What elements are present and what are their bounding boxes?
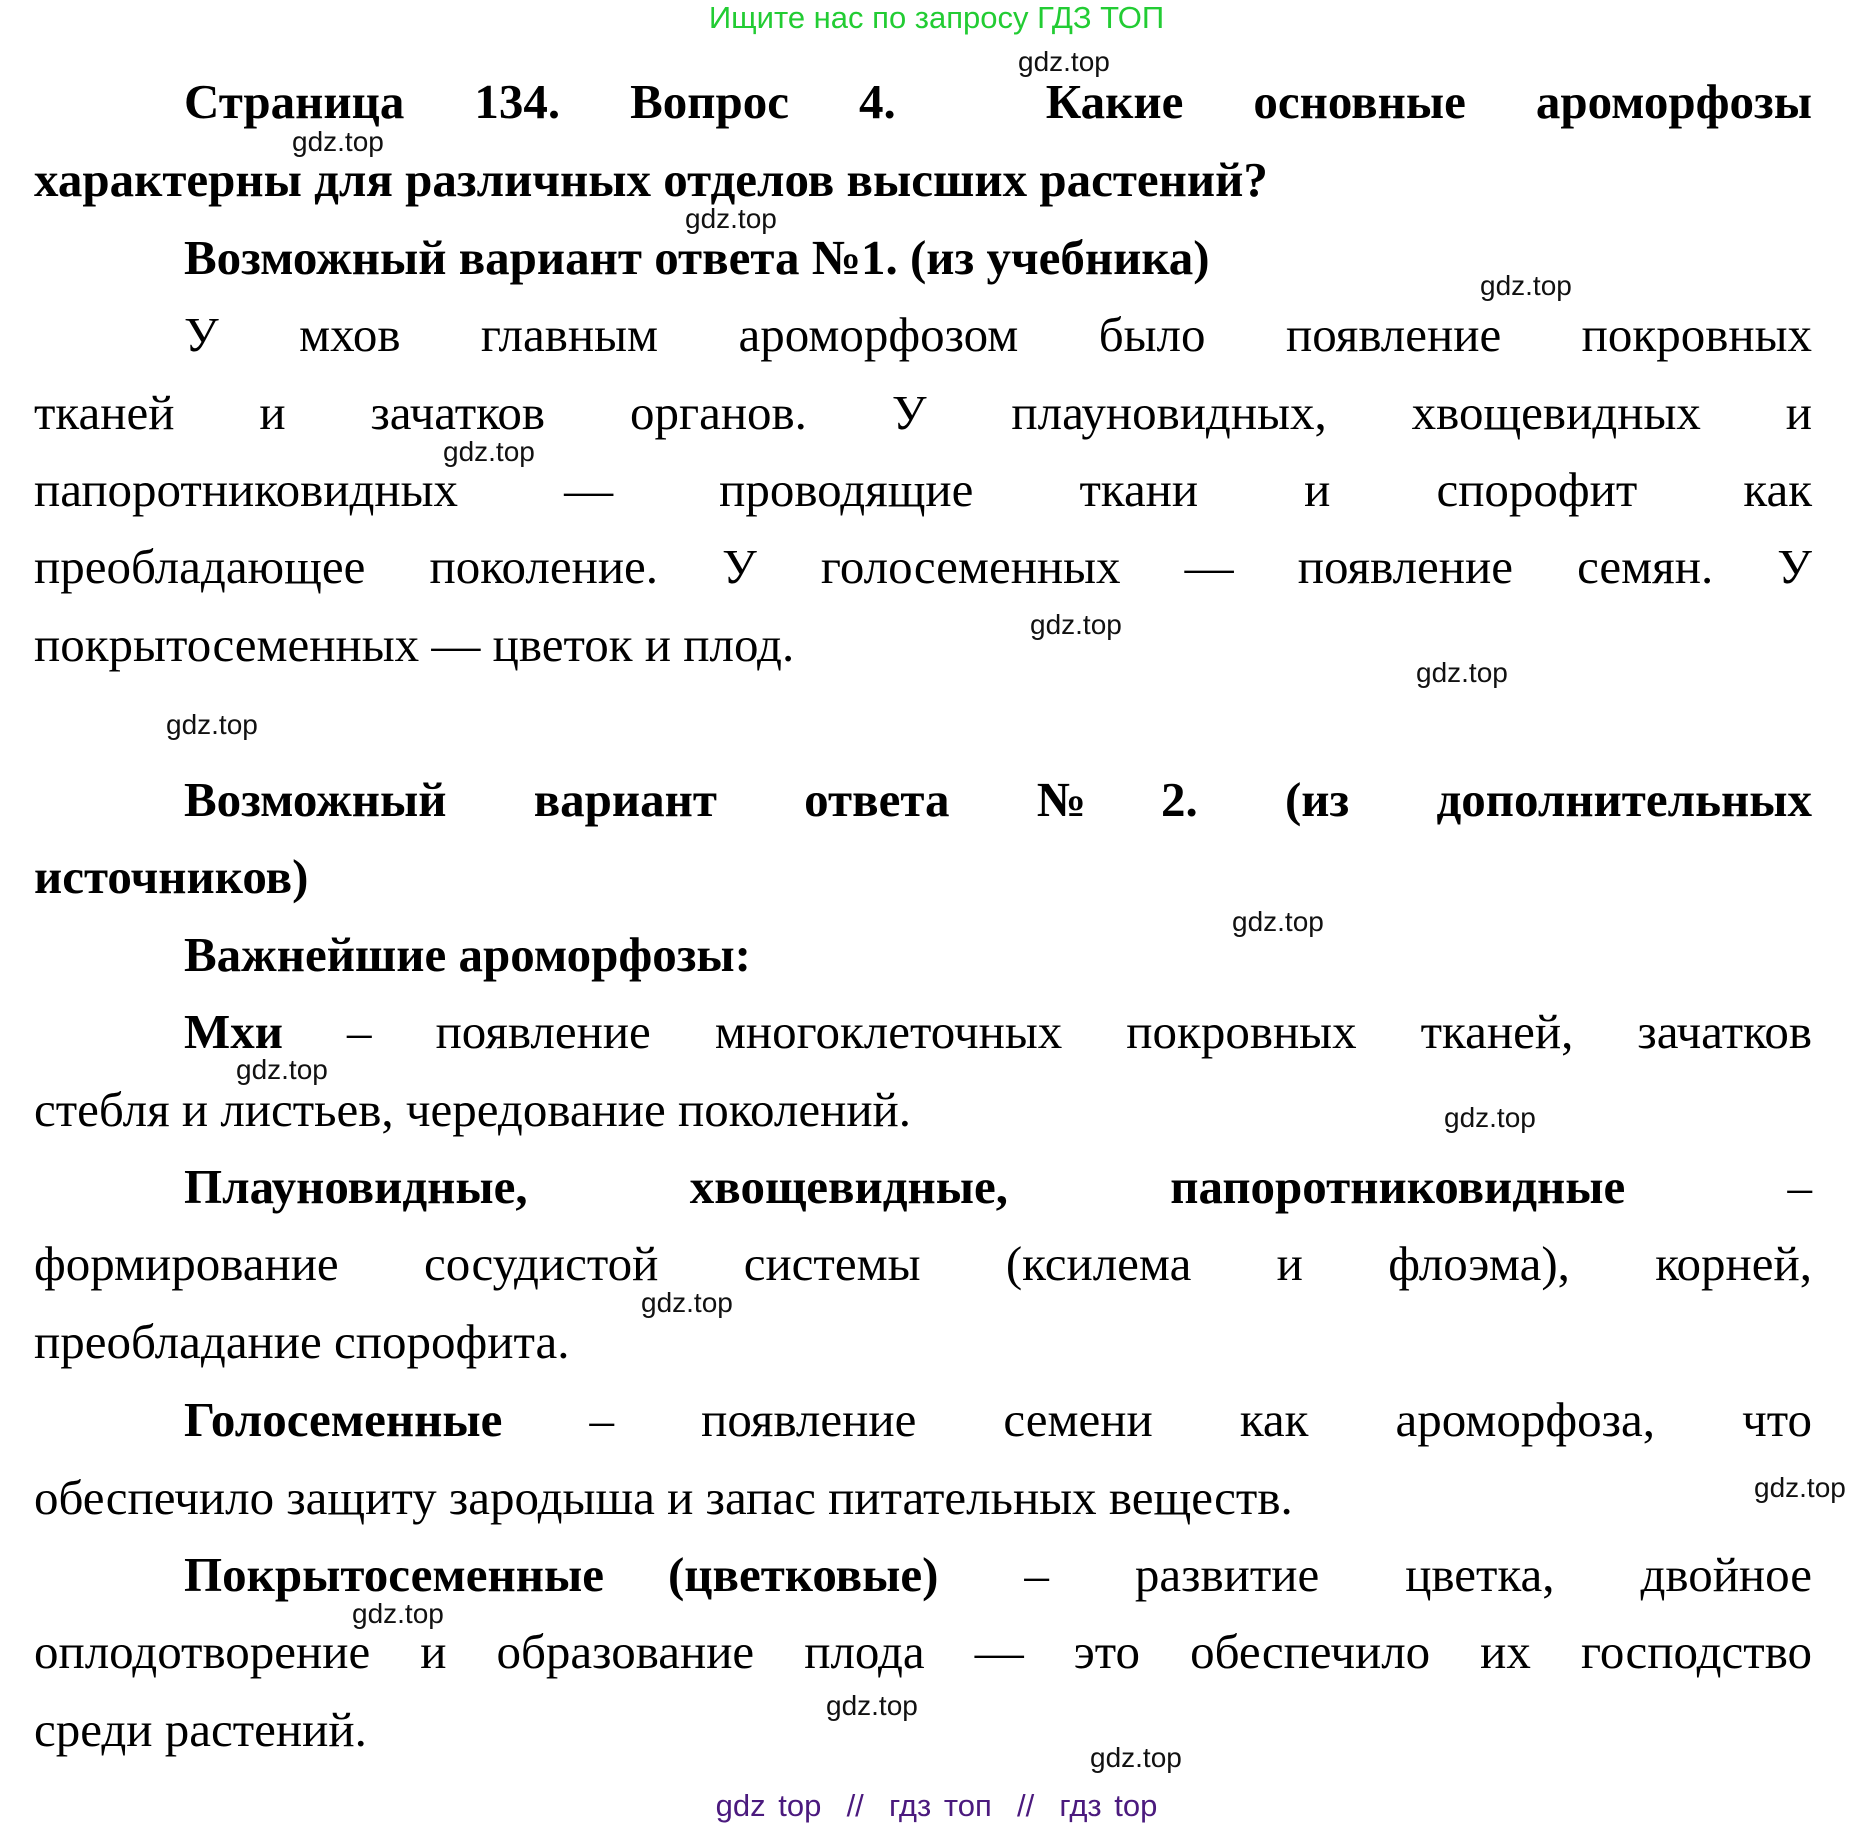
answer1-heading: Возможный вариант ответа №1. (из учебника) [184,230,1210,285]
answer1-line: тканей и зачатков органов. У плауновидных, хвощевидных и [34,385,1812,440]
answer2-subheading: Важнейшие ароморфозы: [184,927,751,982]
item-text: – появление многоклеточных покровных тканей, зачатков [282,1004,1812,1059]
watermark: gdz.top [292,126,384,157]
item-ferns-line-1 [184,1157,1812,1217]
answer2-heading-line-2: источников) [34,849,309,904]
question-line-2: характерны для различных отделов высших растений? [34,152,1268,207]
search-banner[interactable]: Ищите нас по запросу ГДЗ ТОП [708,0,1165,35]
item-angiosperms-line-1 [184,1545,1812,1605]
question-line-1 [184,72,1812,132]
item-mosses-line-2: стебля и листьев, чередование поколений. [34,1082,912,1137]
item-gymnosperms-line-1 [184,1390,1812,1450]
item-text: – появление семени как ароморфоза, что [502,1392,1812,1447]
item-term: Плауновидные, хвощевидные, папоротниковидные [184,1159,1626,1214]
item-gymnosperms-line-2: обеспечило защиту зародыша и запас питательных веществ. [34,1470,1293,1525]
answer1-line: У мхов главным ароморфозом было появление покровных [184,307,1812,362]
question-page-label: Страница 134. Вопрос 4. [184,74,896,129]
item-mosses-line-1 [184,1002,1812,1062]
question-text-start: Какие основные ароморфозы [1045,74,1812,129]
watermark: gdz.top [1018,46,1110,77]
item-ferns-line-3: преобладание спорофита. [34,1314,570,1369]
watermark: gdz.top [1480,270,1572,301]
watermark: gdz.top [685,203,777,234]
watermark: gdz.top [166,709,258,740]
watermark: gdz.top [1090,1742,1182,1773]
item-term: Покрытосеменные (цветковые) [184,1547,939,1602]
watermark: gdz.top [826,1690,918,1721]
item-term: Мхи [184,1004,283,1059]
watermark: gdz.top [1444,1102,1536,1133]
answer1-line: преобладающее поколение. У голосеменных — появление семян. У [34,539,1812,594]
item-text: – [1685,1159,1813,1214]
answer2-heading-line-1: Возможный вариант ответа №2. (из дополнительных [184,772,1812,827]
watermark: gdz.top [1030,609,1122,640]
item-text: – развитие цветка, двойное [938,1547,1813,1602]
watermark: gdz.top [1232,906,1324,937]
watermark: gdz.top [352,1598,444,1629]
item-angiosperms-line-2: оплодотворение и образование плода — это обеспечило их господство [34,1624,1812,1679]
watermark: gdz.top [443,436,535,467]
watermark: gdz.top [641,1287,733,1318]
item-ferns-line-2: формирование сосудистой системы (ксилема и флоэма), корней, [34,1236,1812,1291]
watermark: gdz.top [236,1054,328,1085]
footer-links[interactable]: gdz top // гдз топ // гдз top [715,1788,1158,1823]
item-angiosperms-line-3: среди растений. [34,1702,367,1757]
watermark: gdz.top [1416,657,1508,688]
watermark: gdz.top [1754,1472,1846,1503]
answer1-line: папоротниковидных — проводящие ткани и спорофит как [34,462,1812,517]
item-term: Голосеменные [184,1392,503,1447]
answer1-line: покрытосеменных — цветок и плод. [34,617,795,672]
